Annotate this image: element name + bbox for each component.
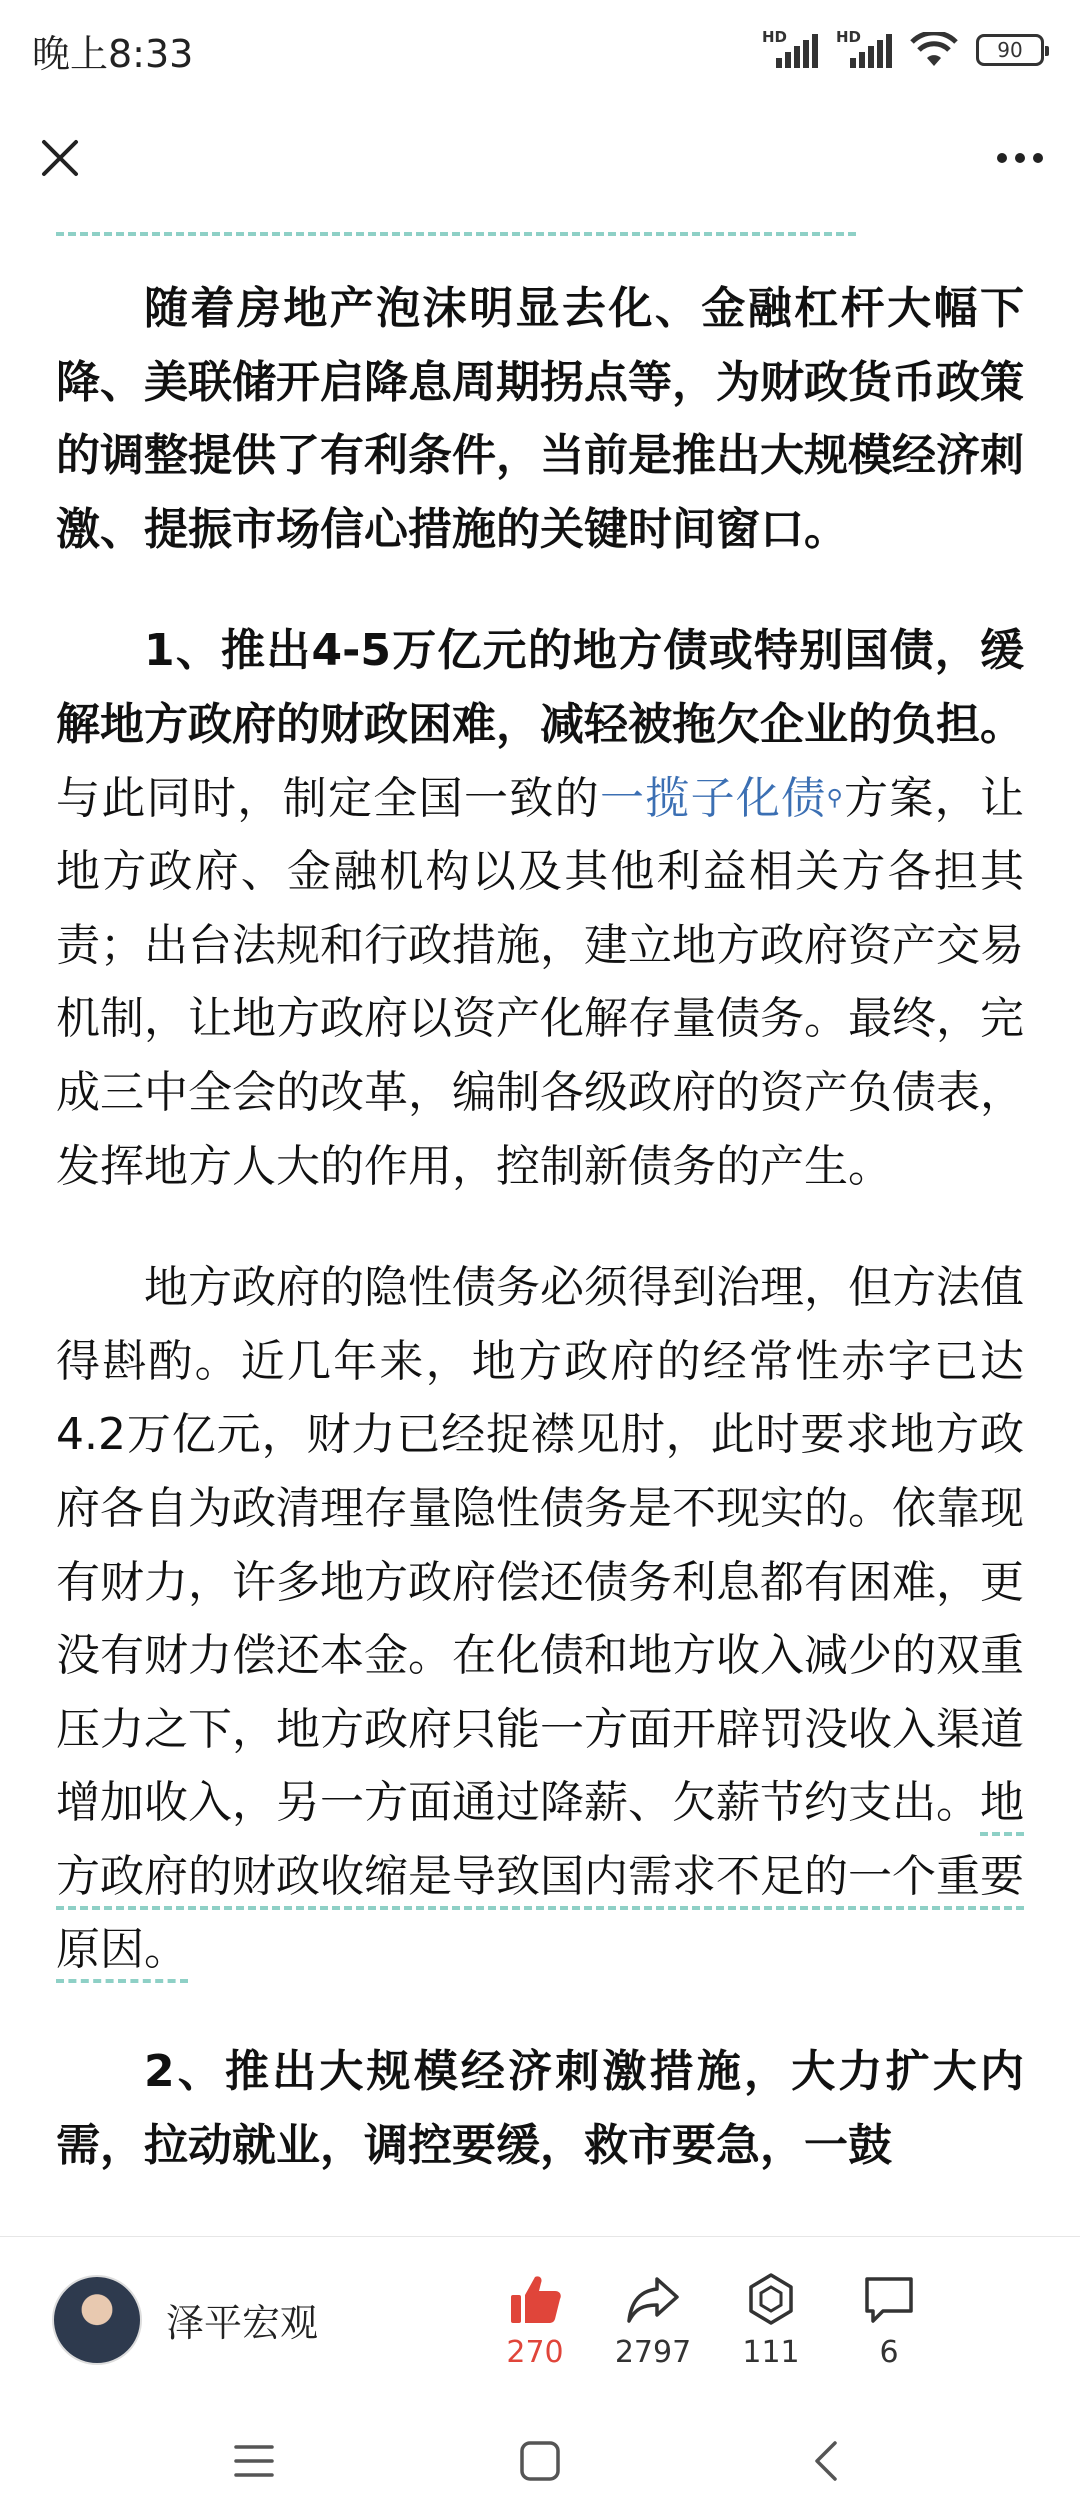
close-button[interactable] xyxy=(30,128,90,188)
article-paragraph xyxy=(56,272,1024,566)
more-icon xyxy=(997,153,1043,163)
back-nav-button[interactable] xyxy=(798,2433,854,2489)
thumb-up-icon xyxy=(505,2269,565,2329)
comment-button[interactable] xyxy=(830,2269,948,2370)
search-link[interactable]: 一揽子化债 xyxy=(599,772,827,824)
share-icon xyxy=(623,2269,683,2329)
action-buttons xyxy=(476,2269,948,2370)
article-toolbar xyxy=(0,100,1080,216)
signal-icon xyxy=(836,28,892,68)
article-action-bar xyxy=(0,2236,1080,2402)
signal-icon xyxy=(762,28,818,68)
author-name[interactable]: 泽平宏观 xyxy=(166,2301,319,2345)
like-count: 270 xyxy=(506,2335,564,2370)
share-count: 2797 xyxy=(614,2335,692,2370)
menu-icon xyxy=(232,2441,276,2481)
paragraph-text: 与此同时，制定全国一致的 xyxy=(56,772,600,824)
status-bar xyxy=(0,0,1080,100)
search-icon[interactable]: ⚲ xyxy=(826,785,843,811)
article-paragraph xyxy=(56,2035,1024,2182)
article-paragraph xyxy=(56,1251,1024,1987)
share-button[interactable] xyxy=(594,2269,712,2370)
like-button[interactable] xyxy=(476,2269,594,2370)
highlighted-sentence[interactable]: 地方政府的财政收缩是导致国内需求不足的一个重要原因。 xyxy=(56,1777,1024,1983)
article-paragraph xyxy=(56,614,1024,1203)
collect-icon xyxy=(741,2269,801,2329)
close-icon xyxy=(38,136,82,180)
network-type-label: HD xyxy=(836,28,862,46)
avatar[interactable] xyxy=(52,2275,142,2365)
back-chevron-icon xyxy=(811,2439,841,2483)
section-heading: 2、推出大规模经济刺激措施，大力扩大内需，拉动就业，调控要缓，救市要急，一鼓 xyxy=(56,2046,1024,2171)
home-nav-button[interactable] xyxy=(512,2433,568,2489)
status-icons xyxy=(762,28,1044,68)
menu-nav-button[interactable] xyxy=(226,2433,282,2489)
battery-level: 90 xyxy=(997,38,1023,62)
article-body xyxy=(0,216,1080,2236)
battery-icon xyxy=(976,34,1044,66)
more-button[interactable] xyxy=(990,128,1050,188)
paragraph-text: 地方政府的隐性债务必须得到治理，但方法值得斟酌。近几年来，地方政府的经常性赤字已达4.2万亿元，财力已经捉襟见肘，此时要求地方政府各自为政清理存量隐性债务是不现实的。依靠现有财力，许多地方政府偿还债务利息都有困难，更没有财力偿还本金。在化债和地方收入减少的双重压力之下，地方政府只能一方面开辟罚没收入渠道增加收入，另一方面通过降薪、欠薪节约支出。 xyxy=(56,1262,1024,1829)
section-heading: 1、推出4-5万亿元的地方债或特别国债，缓解地方政府的财政困难，减轻被拖欠企业的负担。 xyxy=(56,625,1024,750)
cut-off-highlight xyxy=(56,216,1024,240)
comment-count: 6 xyxy=(879,2335,899,2370)
home-square-icon xyxy=(518,2439,562,2483)
wifi-icon xyxy=(910,32,958,68)
system-navigation-bar xyxy=(0,2402,1080,2520)
status-time: 晚上8:33 xyxy=(32,31,194,76)
comment-icon xyxy=(859,2269,919,2329)
collect-button[interactable] xyxy=(712,2269,830,2370)
paragraph-text: 随着房地产泡沫明显去化、金融杠杆大幅下降、美联储开启降息周期拐点等，为财政货币政策的调整提供了有利条件，当前是推出大规模经济刺激、提振市场信心措施的关键时间窗口。 xyxy=(56,283,1024,555)
network-type-label: HD xyxy=(762,28,788,46)
paragraph-text: 方案，让地方政府、金融机构以及其他利益相关方各担其责；出台法规和行政措施，建立地方政府资产交易机制，让地方政府以资产化解存量债务。最终，完成三中全会的改革，编制各级政府的资产负债表，发挥地方人大的作用，控制新债务的产生。 xyxy=(56,772,1025,1192)
collect-count: 111 xyxy=(742,2335,800,2370)
